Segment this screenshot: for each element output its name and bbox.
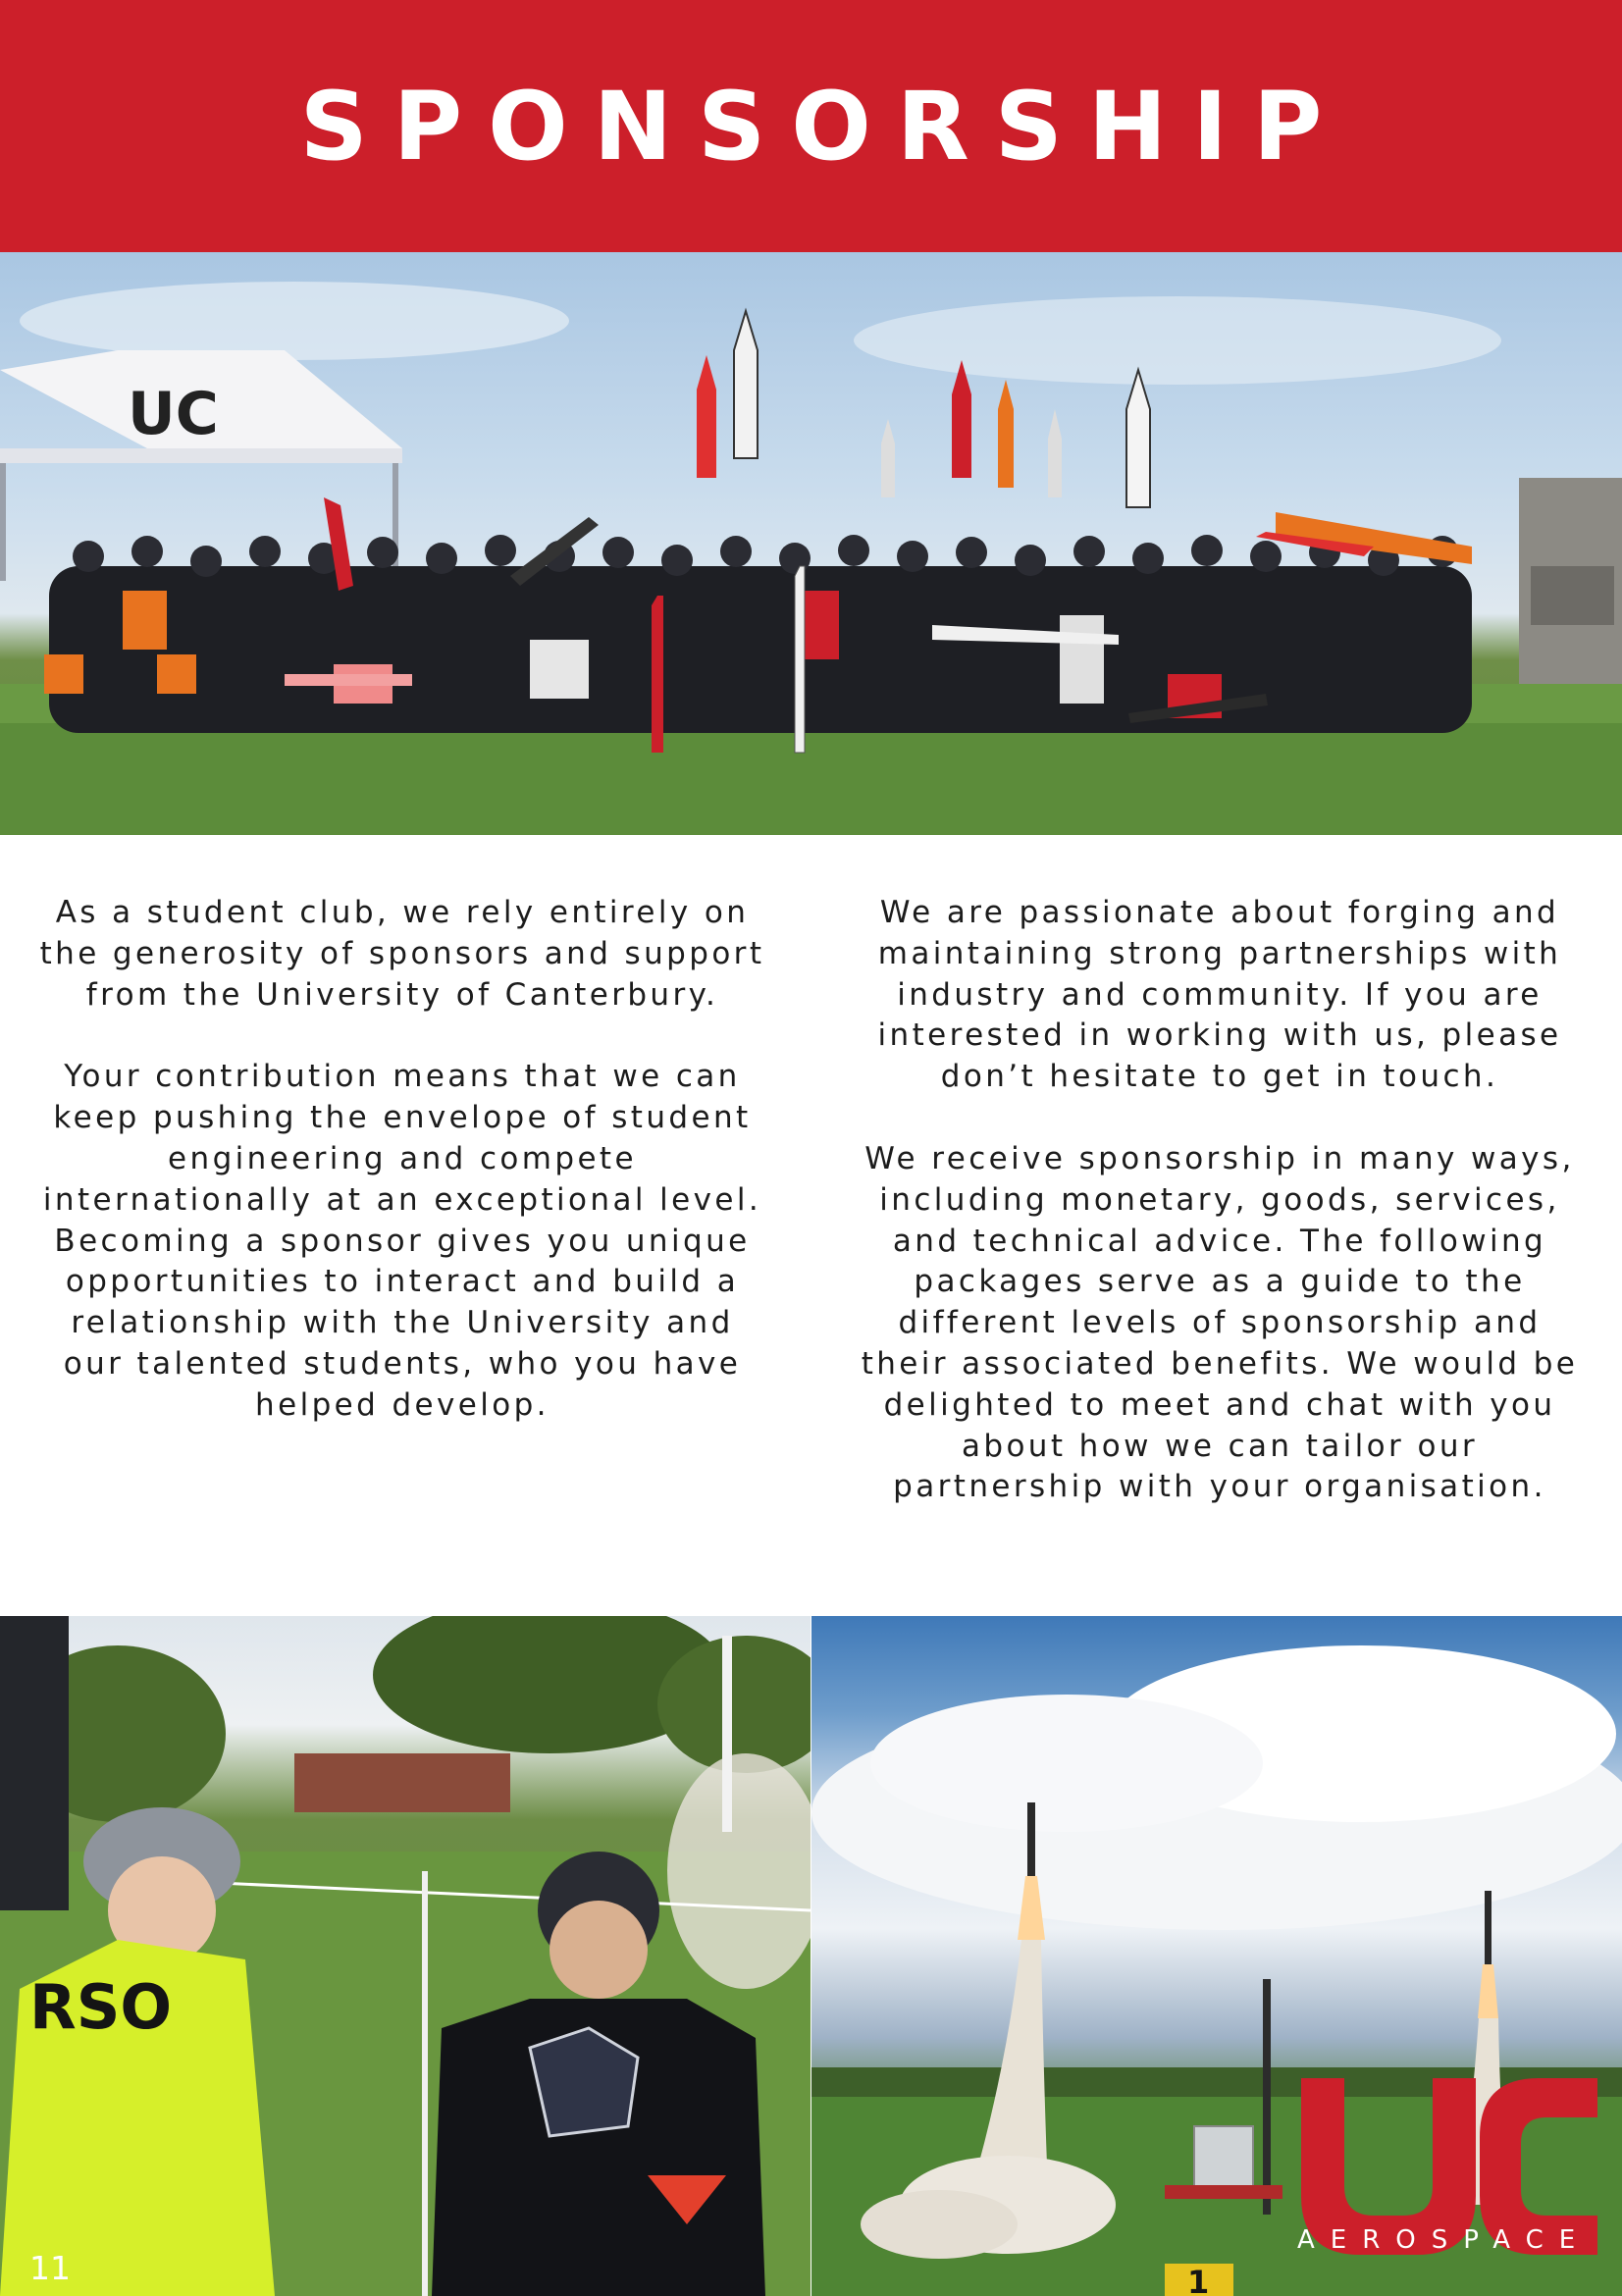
page-title: SPONSORSHIP (299, 71, 1348, 182)
team-group-illustration (0, 252, 1622, 835)
pad-number-sign: 1 (1187, 2264, 1210, 2296)
intro-left-column (39, 893, 765, 1468)
logo-wordmark: AEROSPACE (1297, 2225, 1592, 2255)
launch-spectators-illustration (0, 1616, 811, 2296)
intro-right-paragraph-1: We are passionate about forging and maintaining strong partnerships with industry and community. If you are interested in working with us, please don’t hesitate to get in touch. (877, 895, 1562, 1095)
intro-right-paragraph-2: We receive sponsorship in many ways, including monetary, goods, services, and technical advice. The following packages serve as a guide to the different levels of sponsorship and their associated benefits. We would be delighted to meet and chat with you about how we can tailor our partnership with your organisation. (861, 1140, 1579, 1505)
header-band (0, 0, 1622, 252)
launch-spectators-photo (0, 1616, 811, 2296)
team-group-photo (0, 252, 1622, 835)
svg-text:UC: UC (128, 380, 219, 448)
page-number: 11 (29, 2249, 71, 2287)
intro-left-paragraph-2: Your contribution means that we can keep pushing the envelope of student engineering and compete internationally at an exceptional level. Becoming a sponsor gives you unique opportunities to interact and build a relationship with the University and our talented students, who you have helped develop. (42, 1059, 762, 1423)
intro-left-paragraph-1: As a student club, we rely entirely on the generosity of sponsors and support from the University of Canterbury. (39, 895, 765, 1013)
rso-vest-text: RSO (29, 1971, 173, 2043)
intro-right-column (857, 893, 1583, 1549)
